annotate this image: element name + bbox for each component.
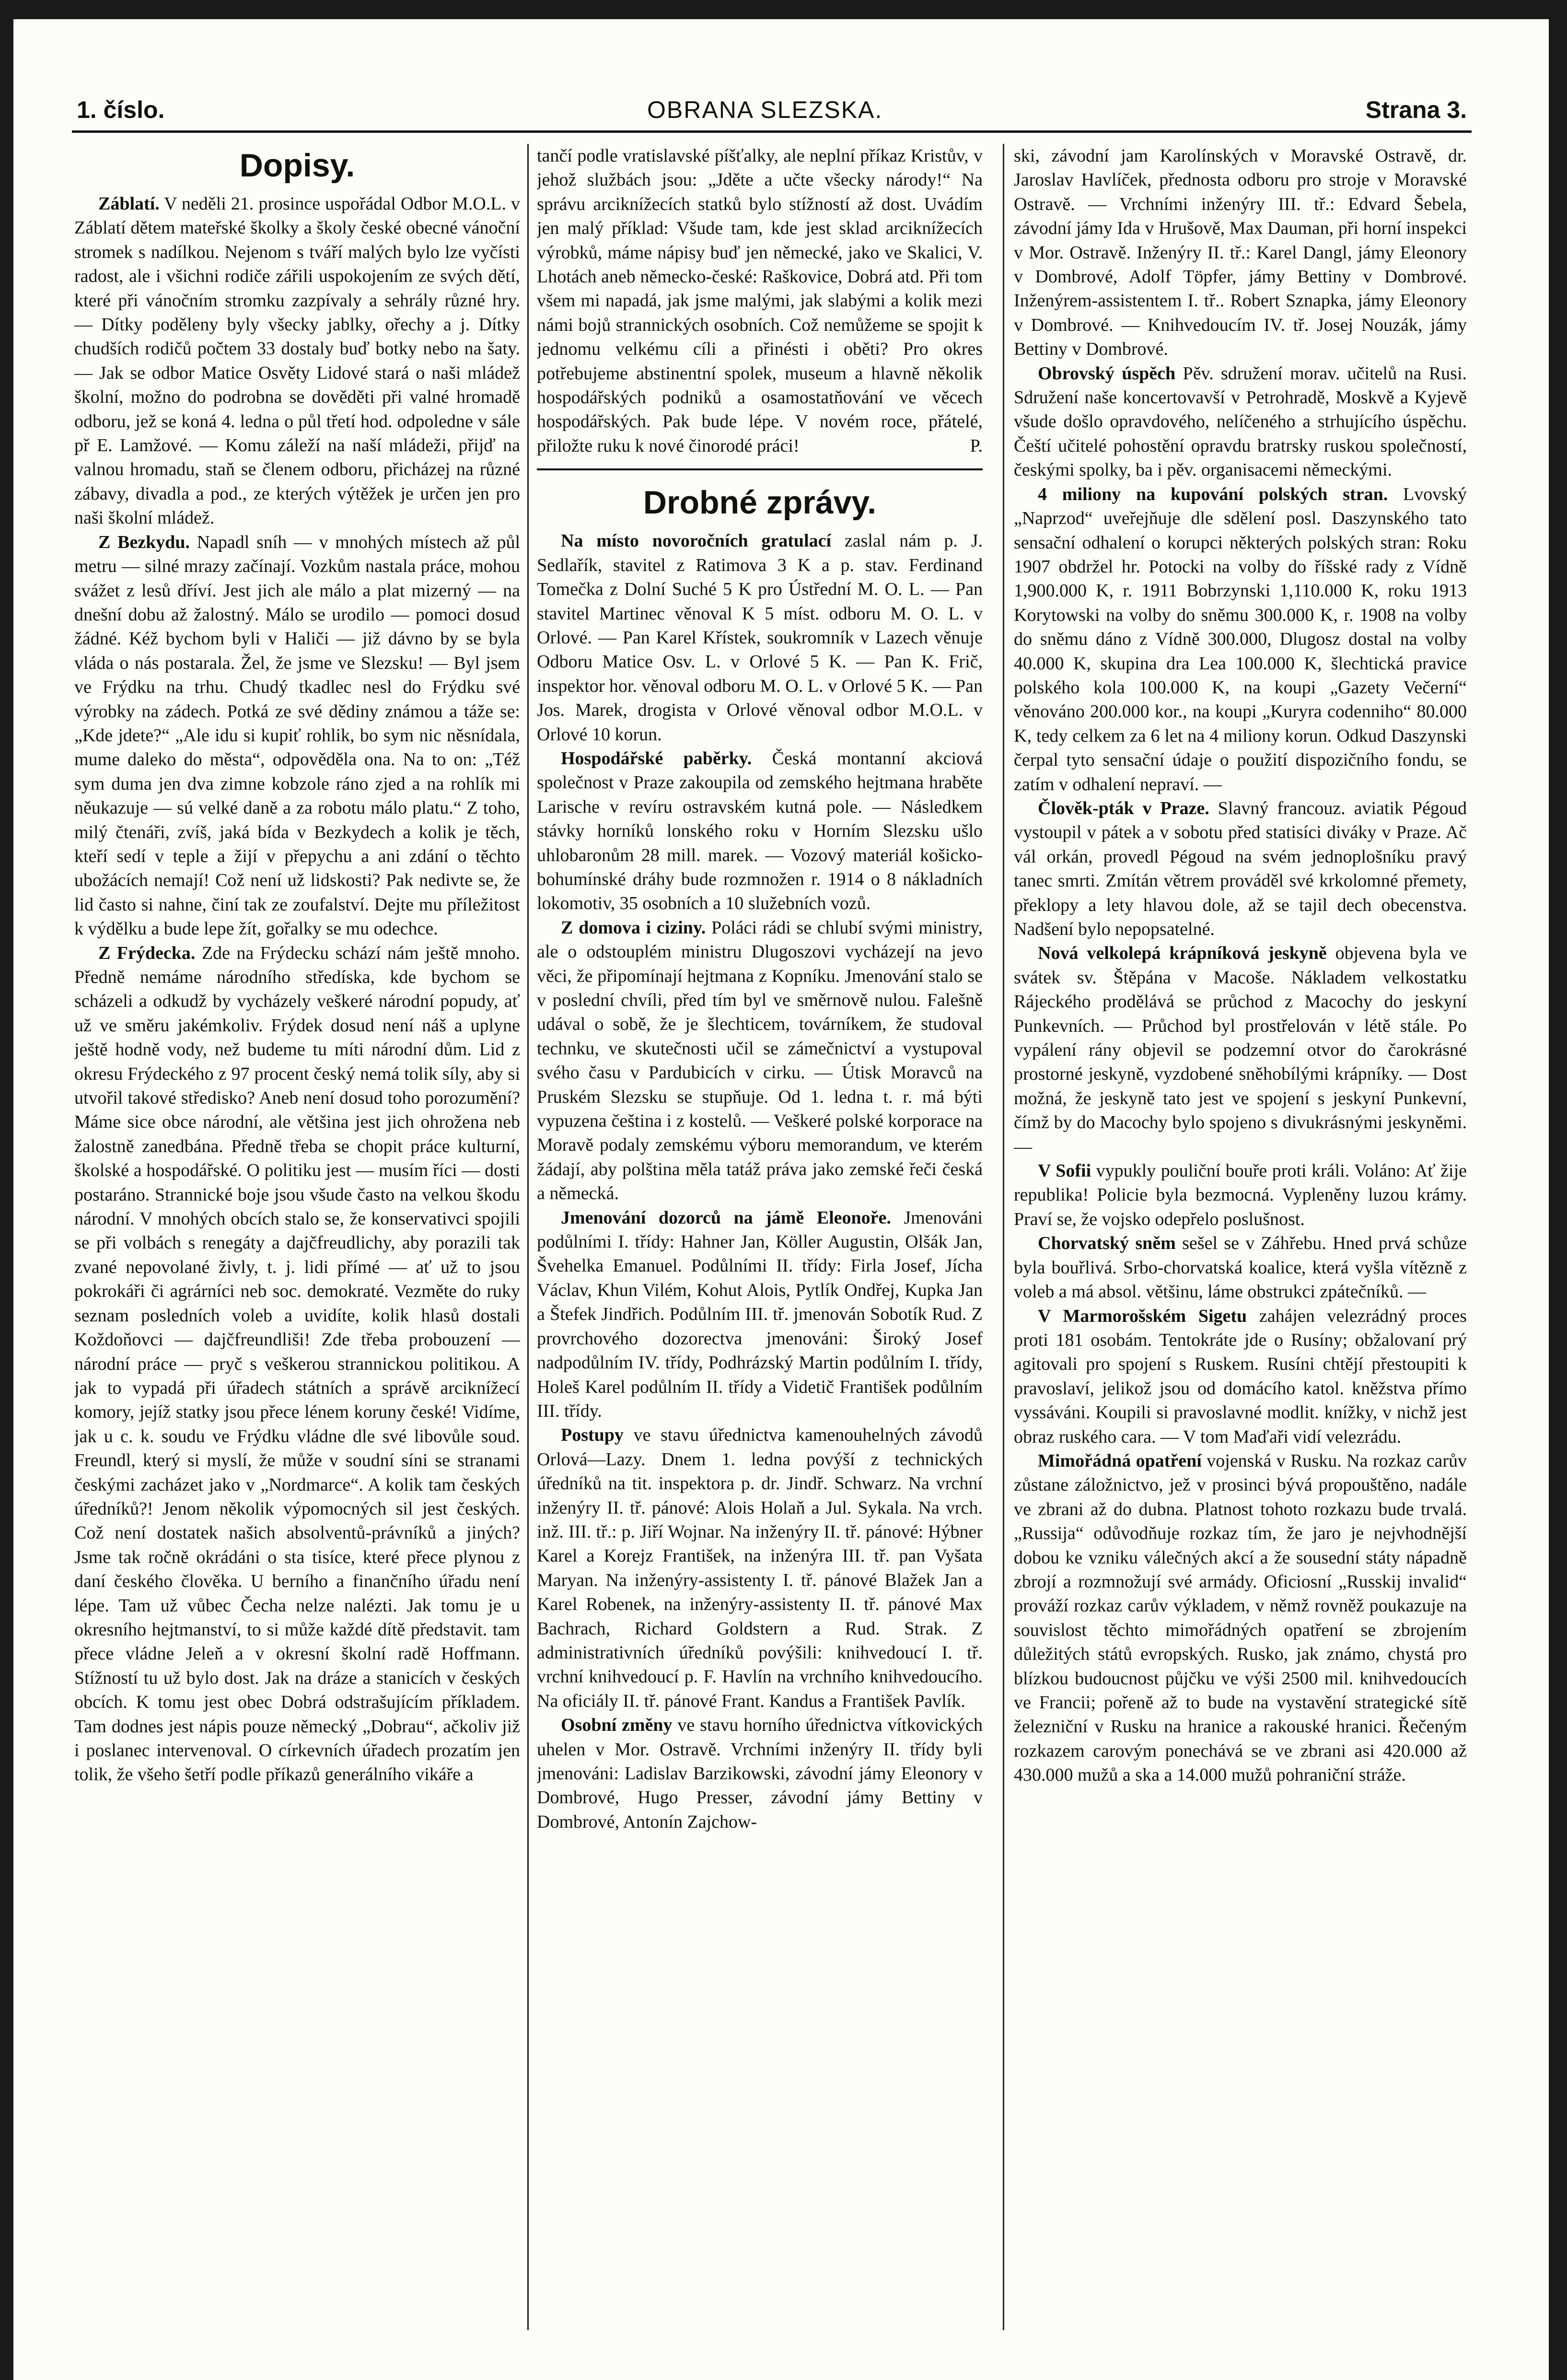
article-text: Lvovský „Naprzod“ uveřejňuje dle sdělení posl. Daszynského tato sensační odhalení o korupci některých polských stran: Roku 1907 obdržel hr. Potocki na volby do říšské rady z Vídně 1,900.000 K, r. 1911 Bobrzynski 1,110.000 K, roku 1913 Korytowski na volby do sněmu 300.000 K, r. 1908 na volby do sněmu dáno z Vídně 300.000, Dlugosz dostal na volby 40.000 K, skupina dra Lea 100.000 K, šlechtická pravice polského kola 100.000 K, na koupi „Gazety Večerní“ věnováno 200.000 kor., na koupi „Kuryra codenniho“ 80.000 K, tedy celkem za 6 let na 4 miliony korun. Odkud Daszynski čerpal tyto sensační údaje o použití dispozičního fondu, se zatím v odhalení nepraví. — [1014,484,1467,794]
article [74,530,520,941]
article [537,1206,983,1423]
article-lead: Postupy [561,1425,624,1446]
article-text: Zde na Frýdecku schází nám ještě mnoho. Předně nemáme národního středíska, kde bychom se scházeli a odkudž by vycházely veškeré národní popudy, ať už ve směru jakémkoliv. Frýdek dosud není náš a uplyne ještě hodně vody, než budeme tu míti národní dům. Lid z okresu Frýdeckého z 97 procent český nemá tolik síly, aby si utvořil takové středisko? Aneb není dosud toho porozumění? Máme sice obce národní, ale většina jest jich ohrožena neb žalostně zanedbána. Předně třeba se chopit práce kulturní, školské a hospodářské. O politiku jest — musím říci — dosti postaráno. Strannické boje jsou všude často na velkou škodu národní. V mnohých obcích stalo se, že konservativci spojili se při volbách s renegáty a dajčfreudlichy, aby porazili tak zvané nepovolané živly, t. j. lidi přímé — ať už to jsou pokrokáři či agrárníci neb soc. demokraté. Vezměte do ruky seznam posledních voleb a uvidíte, kolik hlasů dostali Koždoňovci — dajčfreundliši! Zde třeba probouzení — národní práce — pryč s veškerou strannickou politikou. A jak to vypadá při úřadech státních a správě arciknížecí komory, jejíž statky jsou přece lénem koruny české! Vidíme, jak u c. k. soudu ve Frýdku vládne dle své libovůle soud. Freundl, který si myslí, že může v soudní síni se stranami českými zacházet jako v „Nordmarce“. A kolik tam českých úředníků?! Jenom několik výpomocných sil jest českých. Což není dostatek našich absolventů-právníků a jiných? Jsme tak ročně okrádáni o sta tisíce, které přece plynou z daní českého člověka. U berního a finančního úřadu není lépe. Tam už vůbec Čecha nelze nalézti. Jak tomu je u okresního hejtmanství, to si může každé dítě představit. tam přece vládne Jeleň a v okresní školní radě Hoffmann. Stížností tu už bylo dost. Jak na dráze a stanicích v českých obcích. K tomu jest obec Dobrá odstrašujícím příkladem. Tam dodnes jest nápis pouze německý „Dobrau“, ačkoliv již i poslanec intervenoval. O církevních úřadech prozatím jen tolik, že všeho šetří podle příkazů generálního vikáře a [74,943,520,1785]
article [1014,941,1467,1159]
page-number: Strana 3. [1365,96,1467,123]
article-signature: P. [970,435,983,456]
article-text: vojenská v Rusku. Na rozkaz carův zůstane záložnictvo, jež v prosinci bývá propouštěno, nadále ve zbrani až do dubna. Platnost tohoto rozkazu bude trvalá. „Russija“ odůvodňuje rozkaz tím, že jaro je nejvhodnější dobou ke vzniku válečných akcí a že sousední státy nápadně zbrojí a rozmnožují své armády. Oficiosní „Russkij invalid“ prováží rozkaz carův výkladem, v němž rovněž poukazuje na souvislost těchto mimořádných opatření se zbrojením důležitých států evropských. Rusko, jak známo, chystá pro blízkou budoucnost půjčku ve výši 2500 mil. knihvedoucích ve Francii; pořeně až to bude na vystavění strategické sítě železniční v Rusku na hranice a rakouské hranici. Řečeným rozkazem carovým ponechává se ve zbrani asi 420.000 až 430.000 mužů a ska a 14.000 mužů pohraniční stráže. [1014,1450,1467,1785]
article [537,1713,983,1834]
article-lead: Nová velkolepá krápníková jeskyně [1038,943,1327,964]
article [74,941,520,1787]
article-text: ski, závodní jam Karolínských v Moravské Ostravě, dr. Jaroslav Havlíček, přednosta odboru pro stroje v Moravské Ostravě. — Vrchními inženýry III. tř.: Edvard Šebela, závodní jámy Ida v Hrušově, Max Dauman, při horní inspekci v Mor. Ostravě. Inženýry II. tř.: Karel Dangl, jámy Eleonory v Dombrové, Adolf Töpfer, jámy Bettiny v Dombrové. Inženýrem-assistentem I. tř.. Robert Sznapka, jámy Eleonory v Dombrové. — Knihvedoucím IV. tř. Josej Nouzák, jámy Bettiny v Dombrové. [1014,146,1467,360]
article [537,747,983,916]
article-text: ve stavu úřednictva kamenouhelných závodů Orlová—Lazy. Dnem 1. ledna povýší z technických úředníků na tit. inspektora p. dr. Jindř. Schwarz. Na vrchní inženýry II. tř. pánové: Alois Holaň a Jul. Sykala. Na vrch. inž. III. tř.: p. Jiří Wojnar. Na inženýry II. tř. pánové: Hýbner Karel a Korejz František, na inženýra III. tř. pan Vyšata Maryan. Na inženýry-assistenty I. tř. pánové Blažek Jan a Karel Robenek, na inženýry-assistenty II. tř. pánové Max Bachrach, Richard Goldstern a Rud. Strak. Z administrativních úředníků povýšili: knihvedoucí I. tř. vrchní knihvedoucí p. F. Havlín na vrchního knihvedoucího. Na oficiály II. tř. pánové Frant. Kandus a František Pavlík. [537,1425,983,1711]
article [1014,796,1467,941]
page-header [77,96,1467,134]
column-divider-2 [1003,144,1004,2330]
article-text: sešel se v Záhřebu. Hned prvá schůze byla bouřlivá. Srbo-chorvatská koalice, která vyšla vítězně z voleb a má absol. většinu, láme obstrukci zpátečníků. — [1014,1233,1467,1302]
article-text: Jmenováni podůlními I. třídy: Hahner Jan, Köller Augustin, Olšák Jan, Švehelka Emanuel. Podůlními II. třídy: Firla Josef, Jícha Václav, Khun Vilém, Kohut Alois, Pytlík Ondřej, Kupka Jan a Štefek Jindřich. Podůlním III. tř. jmenován Sobotík Rud. Z provrchového dozorectva jmenováni: Široký Josef nadpodůlním IV. třídy, Podhrázský Martin podůlním I. třídy, Holeš Karel podůlním II. třídy a Videtič František podůlním III. třídy. [537,1207,983,1421]
article-lead: Z domova i ciziny. [561,917,706,938]
article [1014,1304,1467,1449]
header-rule [72,130,1472,133]
article-lead: Na místo novoročních gratulací [561,531,832,551]
article-text: vypukly pouliční bouře proti králi. Voláno: Ať žije republika! Policie byla bezmocná. Vypleněny luzou krámy. Praví se, že vojsko odepřelo poslušnost. [1014,1161,1467,1229]
article [1014,1449,1467,1787]
section-heading-drobne-zpravy: Drobné zprávy. [643,484,877,521]
scan-border-top [0,0,1567,19]
newspaper-title: OBRANA SLEZSKA. [647,96,883,123]
article [537,529,983,747]
article-lead: 4 miliony na kupování polských stran. [1038,484,1388,504]
article-text: Poláci rádi se chlubí svými ministry, ale o odstouplém ministru Dlugoszovi vycházejí na jevo věci, že připomínají hejtmana z Kopníku. Jmenování stalo se v poslední chvíli, před tím byl ve směrnově nulou. Falešně udával o sobě, že je šlechticem, továrníkem, že studoval technku, ve skutečnosti učil se zámečnictví a vystupoval svého času v Pardubicích v cirku. — Útisk Moravců na Pruském Slezsku se stupňuje. Od 1. ledna t. r. má býti vypuzena čeština i z kostelů. — Veškeré polské korporace na Moravě podaly zemskému výboru memorandum, ve kterém žádají, aby polština měla tatáž práva jako zemské řeči česká a německá. [537,917,983,1204]
article [537,916,983,1206]
article-lead: V Marmorošském Sigetu [1038,1306,1247,1326]
article-text: Napadl sníh — v mnohých místech až půl metru — silné mrazy začínají. Vozkům nastala práce, mohou svážet z lesů dříví. Jest jich ale málo a plat mizerný — na dnešní dobu až žalostný. Málo se urodilo — pomoci dosud žádné. Kéž bychom byli v Haliči — již dávno by se byla vláda o nás postarala. Žel, že jsme ve Slezsku! — Byl jsem ve Frýdku na trhu. Chudý tkadlec nesl do Frýdku své výrobky na zádech. Potká ze své dědiny známou a táže se: „Kde jdete?“ „Ale idu si kupiť rohlik, bo sym nic něsnídala, mume daleko do města“, odpověděla ona. Na to on: „Též sym duma jen dva zimne kobzole ráno zjed a na rohlík mi něukazuje — sú velké daně a za robotu málo platu.“ Z toho, milý čtenáři, zvíš, jaká bída v Bezkydech a kolik je těch, kteří sedí v teple a žijí v přepychu a ani zdání o těchto ubožácích nemají! Což není už lidskosti? Pak nedivte se, že lid často si nahne, činí tak ze zoufalství. Dejte mu příležitost k výdělku a bude lepe žít, gořalky se mu odechce. [74,532,520,939]
article-lead: Obrovský úspěch [1038,363,1176,384]
article-continuation [1014,144,1467,362]
article-lead: V Sofii [1038,1161,1091,1181]
column-1 [74,144,520,2349]
article-lead: Z Frýdecka. [98,943,196,963]
article-text: objevena byla ve svátek sv. Štěpána v Macoše. Nákladem velkostatku Rájeckého prodělává se průchod z Macochy do jeskyní Punkevních. — Průchod byl prostřelován v létě stále. Po vypálení rány objevil se podzemní otvor do čarokrásné prostorné jeskyně, vyzdobené sněhobílými krápníky. — Dost možná, že jeskyně tato jest ve spojení s jeskyní Punkevní, čímž by do Macochy bylo spojeno s divukrásnými jeskyněmi. — [1014,943,1467,1157]
issue-number: 1. číslo. [77,96,165,123]
article-text: Česká montanní akciová společnost v Praze zakoupila od zemského hejtmana hraběte Larische v revíru ostravském kutná pole. — Následkem stávky horníků lonského roku v Horním Slezsku ušlo uhlobaronům 28 mill. marek. — Vozový materiál košicko-bohumínské dráhy bude rozmnožen r. 1914 o 8 nákladních lokomotiv, 35 osobních a 10 služebních vozů. [537,748,983,914]
article-text: V neděli 21. prosince uspořádal Odbor M.O.L. v Záblatí dětem mateřské školky a školy české obecné vánoční stromek s nadílkou. Nejenom s tváří malých bylo lze vyčísti radost, ale i všichni rodiče zářili uspokojením ze svých dětí, které při vánočním stromku zazpívaly a sehrály různé hry. — Dítky poděleny byly všecky jablky, ořechy a j. Dítky chudších rodičů počtem 33 dostaly buď botky nebo na šaty. — Jak se odbor Matice Osvěty Lidové stará o naši mládež školní, možno do podrobna se dověděti při valné hromadě odboru, jež se koná 4. ledna o půl třetí hod. odpoledne v sále př E. Lamžové. — Komu záleží na naší mládeži, přijď na valnou hromadu, staň se členem odboru, přicházej na různé zábavy, divadla a pod., ze kterých výtěžek je určen jen pro naši školní mládež. [74,194,520,528]
section-heading-dopisy: Dopisy. [239,147,355,184]
article-text: tančí podle vratislavské píšťalky, ale neplní příkaz Kristův, v jehož službách jsou: „Jděte a učte všecky národy!“ Na správu arciknížecích statků bylo stížností až dost. Uvádím jen malý příklad: Všude tam, kde jest sklad arciknížecích výrobků, máme nápisy buď jen německé, jako ve Skalici, V. Lhotách aneb německo-české: Raškovice, Dobrá atd. Při tom všem mi napadá, jak jsme malými, jak slabými a kolik mezi námi bojů strannických osobních. Což nemůžeme se spojit k jednomu velkému cíli a přinésti i oběti? Pro okres potřebujeme abstinentní spolek, museum a hlavně několik hospodářských podniků a osamostatňování ve věcech hospodářských. Pak bude lépe. V novém roce, přátelé, přiložte ruku k nové činorodé práci! [537,146,983,456]
article [1014,362,1467,482]
article-lead: Jmenování dozorců na jámě Eleonoře. [561,1207,891,1228]
article [74,192,520,530]
article-lead: Osobní změny [561,1715,673,1736]
article-text: Pěv. sdružení morav. učitelů na Rusi. Sdružení naše koncertovavší v Petrohradě, Moskvě a Kyjevě všude došlo opravdového, nelíčeného a strhujícího úspěchu. Čeští učitelé pohostění opravdu bratrsky ruskou společností, českými spolky, ba i pěv. organisacemi německými. [1014,363,1467,480]
article-lead: Chorvatský sněm [1038,1233,1176,1254]
article-lead: Z Bezkydu. [98,532,190,552]
article-text: Slavný francouz. aviatik Pégoud vystoupil v pátek a v sobotu před statisíci diváky v Praze. Ač vál orkán, provedl Pégoud na svém jednoplošníku pravý tanec smrti. Zmítán větrem prováděl své krkolomné přemety, překlopy a lety hlavou dole, až se tajil dech obecenstva. Nadšení bylo nepopsatelné. [1014,798,1467,939]
column-3 [1014,144,1467,2349]
article-text: zaslal nám p. J. Sedlařík, stavitel z Ratimova 3 K a p. stav. Ferdinand Tomečka z Dolní Suché 5 K pro Ústřední M. O. L. — Pan stavitel Martinec věnoval K 5 míst. odboru M. O. L. v Orlové. — Pan Karel Křístek, soukromník v Lazech věnuje Odboru Matice Osv. L. v Orlové 5 K. — Pan K. Frič, inspektor hor. věnoval odboru M. O. L. v Orlové 5 K. — Pan Jos. Marek, drogista v Orlové věnoval odbor M.O.L. v Orlové 10 korun. [537,531,983,745]
article [1014,1159,1467,1231]
section-separator [537,468,983,470]
article-lead: Mimořádná opatření [1038,1450,1202,1471]
article-lead: Záblatí. [98,194,160,214]
column-divider-1 [527,144,529,2330]
article [1014,1231,1467,1304]
scan-border-left [0,0,13,2380]
article-text: ve stavu horního úřednictva vítkovických uhelen v Mor. Ostravě. Vrchními inženýry II. třídy byli jmenováni: Ladislav Barzikowski, závodní jámy Eleonory v Dombrové, Hugo Presser, závodní jámy Bettiny v Dombrové, Antonín Zajchow- [537,1715,983,1832]
top-margin [13,19,1549,91]
article [1014,482,1467,796]
column-2 [537,144,983,2349]
article-text: zahájen velezrádný proces proti 181 osobám. Tentokráte jde o Rusíny; obžalovaní prý agitovali pro spojení s Ruskem. Rusíni chtějí přestoupiti k pravoslaví, jelikož jsou od domácího katol. kněžstva přímo vyssáváni. Koupili si pravoslavné modlit. knížky, v nichž jest obraz ruského cara. — V tom Maďaři vidí velezrádu. [1014,1306,1467,1447]
article [537,1423,983,1713]
article-lead: Člověk-pták v Praze. [1038,798,1209,818]
article-continuation [537,144,983,458]
article-lead: Hospodářské paběrky. [561,748,752,769]
scan-border-right [1549,0,1567,2380]
